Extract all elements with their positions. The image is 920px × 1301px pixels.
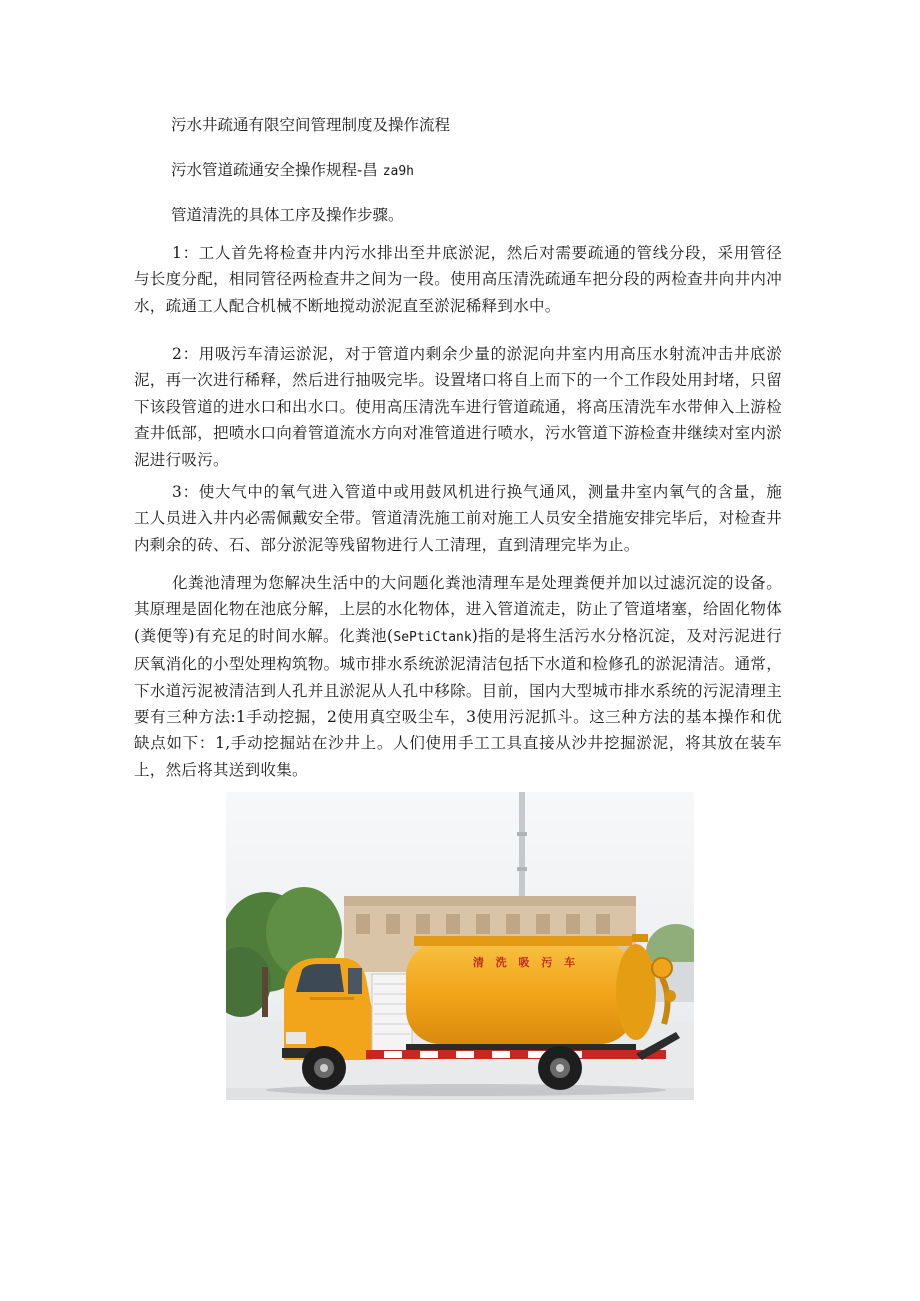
section-heading: 管道清洗的具体工序及操作步骤。	[171, 206, 404, 224]
paragraph-step-3: 3：使大气中的氧气进入管道中或用鼓风机进行换气通风，测量井室内氧气的含量，施工人员进入井内必需佩戴安全带。管道清洗施工前对施工人员安全措施安排完毕后，对检查井内剩余的砖、石、部分淤泥等残留物进行人工清理，直到清理完毕为止。	[134, 483, 782, 554]
doc-subtitle-text: 污水管道疏通安全操作规程-昌	[171, 161, 378, 179]
septic-text-b: )指的是将生活污水分格沉淀，及对污泥进行厌氧消化的小型处理构筑物。城市排水系统淤泥清洁包括下水道和检修孔的淤泥清洁。通常，下水道污泥被清洁到人孔并且淤泥从人孔中移除。目前，国内大型城市排水系统的污泥清理主要有三种方法:1手动挖掘，2使用真空吸尘车，3使用污泥抓斗。这三种方法的基本操作和优缺点如下：1,手动挖掘站在沙井上。人们使用手工工具直接从沙井挖掘淤泥，将其放在装车上，然后将其送到收集。	[134, 626, 782, 779]
paragraph-septic-tank	[134, 570, 782, 783]
doc-title: 污水井疏通有限空间管理制度及操作流程	[171, 116, 451, 134]
septic-text-a: 化粪池清理为您解决生活中的大问题化粪池清理车是处理粪便并加以过滤沉淀的设备。其原理是固化物在池底分解，上层的水化物体，进入管道流走，防止了管道堵塞，给固化物体(粪便等)有充足的时间水解。化粪池(	[134, 574, 782, 645]
septic-term-code: SePtiCtank	[393, 629, 472, 645]
tank-lettering: 清 洗 吸 污 车	[472, 956, 580, 969]
doc-subtitle-code: za9h	[382, 164, 414, 179]
paragraph-step-2: 2：用吸污车清运淤泥，对于管道内剩余少量的淤泥向井室内用高压水射流冲击井底淤泥，再一次进行稀释，然后进行抽吸完毕。设置堵口将自上而下的一个工作段处用封堵，只留下该段管道的进水口和出水口。使用高压清洗车进行管道疏通，将高压清洗车水带伸入上游检查井低部，把喷水口向着管道流水方向对准管道进行喷水，污水管道下游检查井继续对室内淤泥进行吸污。	[134, 345, 782, 469]
sewer-truck-photo	[226, 792, 694, 1100]
doc-subtitle	[171, 160, 414, 182]
paragraph-step-1: 1：工人首先将检查井内污水排出至井底淤泥，然后对需要疏通的管线分段，采用管径与长度分配，相同管径两检查井之间为一段。使用高压清洗疏通车把分段的两检查井向井内冲水，疏通工人配合机械不断地搅动淤泥直至淤泥稀释到水中。	[134, 244, 782, 315]
